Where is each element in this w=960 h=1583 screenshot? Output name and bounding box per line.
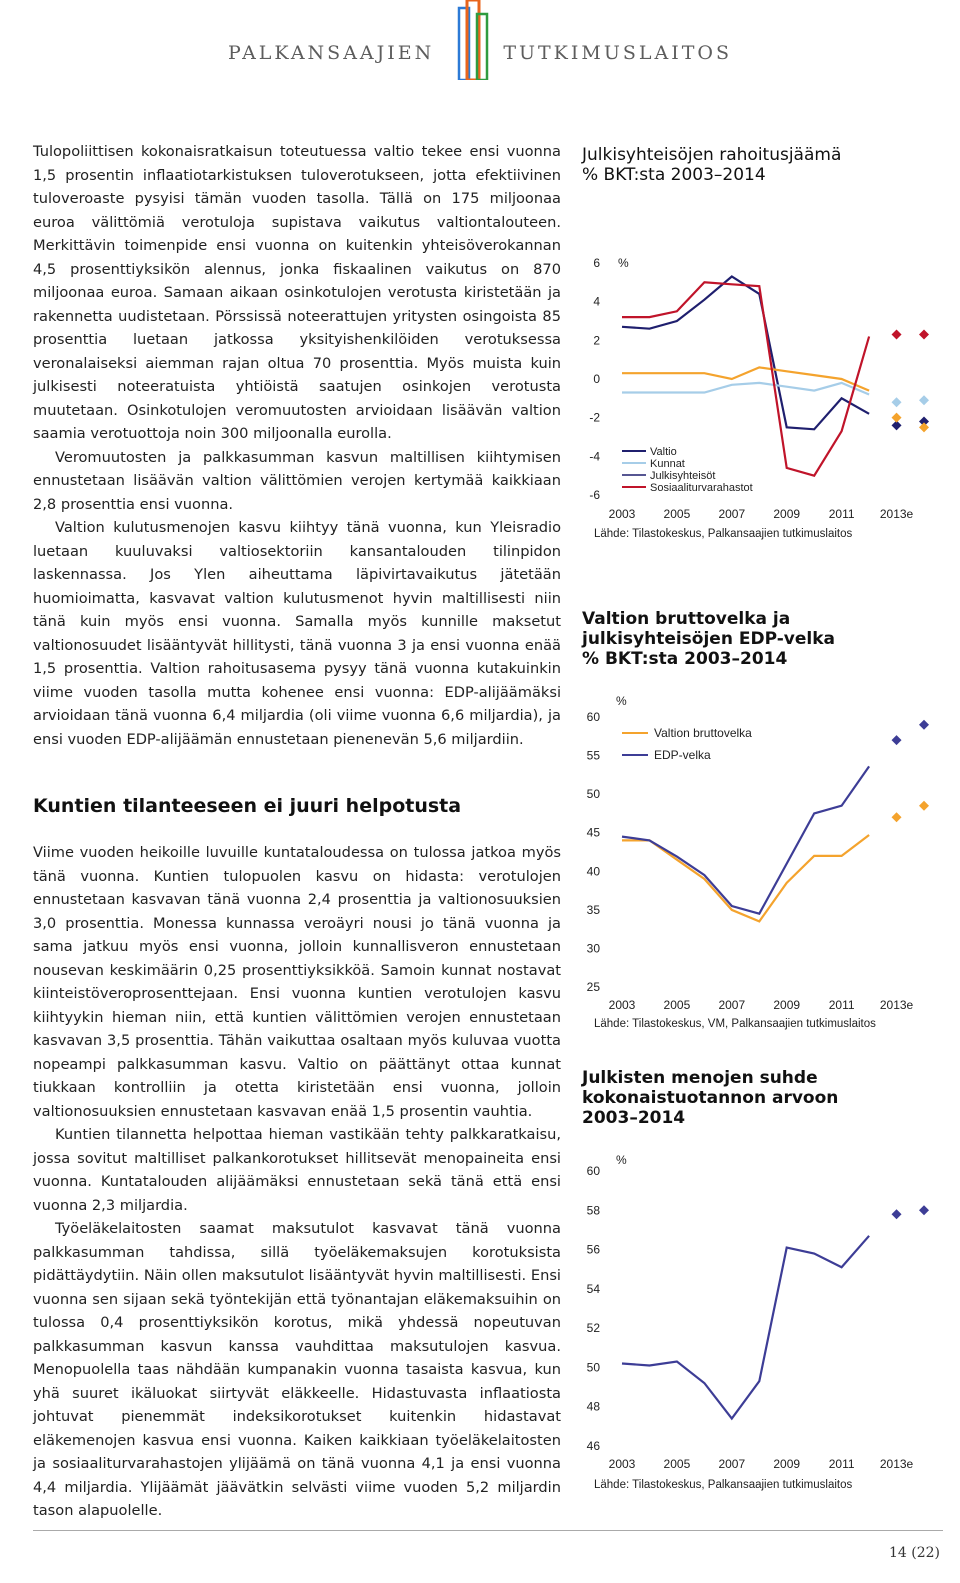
forecast-point [919,1205,929,1215]
y-tick-label: 50 [586,787,600,802]
y-tick-label: 56 [586,1242,600,1257]
unit-label: % [616,694,627,708]
forecast-point [892,735,902,745]
legend [622,726,752,762]
x-tick-label: 2011 [828,998,855,1012]
forecast-point [892,413,902,423]
x-tick-label: 2003 [608,1457,636,1471]
y-tick-label: -6 [589,488,600,502]
forecast-point [919,395,929,405]
x-tick-label: 2013e [879,507,914,521]
chart-source: Lähde: Tilastokeskus, Palkansaajien tutkimuslaitos [594,1479,853,1491]
paragraph: Veromuutosten ja palkkasumman kasvun maltillisen kiihtymisen ennustetaan lisäävän valtion välittömien verojen kertymää kaikkiaan 2,8 prosenttia ensi vuonna. [33,448,561,513]
x-tick-label: 2011 [828,507,855,521]
forecast-point [892,812,902,822]
paragraph: Valtion kulutusmenojen kasvu kiihtyy tänä vuonna, kun Yleisradio luetaan kuuluvaksi valtiosektoriin kansantalouden tilinpidon laskennassa. Jos Ylen aiheuttama läpivirtavaikutus jätetään huomioimatta, kasvavat valtion kulutusmenot hyvin maltillisesti niin tänä kuin myös ensi vuonna. Samalla myös kunnille maksetut valtionosuudet lisääntyvät hillitysti, tänä vuonna 3 ja ensi vuonna enää 1,5 prosenttia. Valtion rahoitusasema pysyy tänä vuonna kutakuinkin viime vuoden tasolla mutta kohenee ensi vuonna: EDP-alijäämäksi arvioidaan tänä vuonna 6,4 miljardia (oli viime vuonna 6,6 miljardia), ja ensi vuoden EDP-alijäämän ennustetaan pienenevän 5,6 miljardiin. [33,519,561,748]
y-tick-label: 54 [586,1281,600,1296]
y-tick-label: -4 [589,449,600,464]
x-tick-label: 2005 [663,1457,691,1471]
x-tick-label: 2005 [663,998,691,1012]
page-number: 14 (22) [888,1545,940,1561]
series-line [622,766,869,913]
forecast-point [919,330,929,340]
forecast-point [892,1209,902,1219]
y-tick-label: 4 [593,294,600,309]
x-tick-label: 2011 [828,1457,855,1471]
paragraph: Kuntien tilannetta helpottaa hieman vastikään tehty palkkaratkaisu, jossa sovitut maltilliset palkankorotukset hillitsevät menopaineita ensi vuonna. Kuntatalouden alijäämäksi ennustetaan sekä tänä että ensi vuonna 2,3 miljardia. [33,1126,561,1214]
article-body [33,140,561,1523]
legend-label: Valtion bruttovelka [654,726,752,740]
chart-plot [582,193,942,593]
institute-logo [457,0,497,80]
legend-label: Julkisyhteisöt [650,470,716,482]
x-tick-label: 2013e [879,1457,914,1471]
footer-rule [33,1530,943,1531]
y-tick-label: 40 [586,864,600,879]
y-tick-label: 45 [586,825,600,840]
paragraph: Työeläkelaitosten saamat maksutulot kasvavat tänä vuonna palkkasumman tahdissa, sillä työeläkemaksujen korotuksista pidättäydytiin. Näin ollen maksutulot lisääntyvät hyvin maltillisesti. Ensi vuonna sen sijaan sekä työntekijän että työnantajan eläkemaksuihin on tulossa 0,4 prosenttiyksikön korotus, mikä yhdessä nopeutuvan palkkasumman kasvun kanssa vauhdittaa maksutulojen kasvua. Menopuolella taas nähdään kumpanakin vuonna tasaista kasvua, kun yhä suuret ikäluokat siirtyvät eläkkeelle. Hidastuvasta inflaatiosta johtuvat pienemmät indeksikorotukset kuitenkin hidastavat eläkemenojen kasvua ensi vuonna. Kaiken kaikkiaan työeläkelaitosten ja sosiaaliturvarahastojen ylijäämä on tänä vuonna 4,1 ja ensi vuonna 4,4 miljardia. Ylijäämät jäävätkin selvästi viime vuoden 5,2 miljardin tason alapuolelle. [33,1220,561,1519]
y-tick-label: 58 [586,1203,600,1218]
page-header [0,0,960,80]
legend-label: Kunnat [650,458,685,470]
header-org-right: TUTKIMUSLAITOS [503,42,732,64]
x-tick-label: 2013e [879,998,914,1012]
chart-fiscal-balance [582,145,942,540]
y-tick-label: 25 [586,980,600,994]
y-tick-label: 35 [586,902,600,917]
y-tick-label: 50 [586,1360,600,1375]
forecast-point [919,720,929,730]
x-tick-label: 2005 [663,507,691,521]
unit-label: % [618,256,629,270]
legend-label: Sosiaaliturvarahastot [650,482,753,494]
series-line [622,277,869,430]
y-tick-label: 6 [593,256,600,270]
x-tick-label: 2009 [773,1457,801,1471]
y-tick-label: 2 [593,333,600,348]
chart-title [582,145,942,185]
chart-debt [582,609,942,1030]
chart-public-expenditure [582,1068,942,1491]
chart-title [582,1068,942,1128]
section-heading: Kuntien tilanteeseen ei juuri helpotusta [33,795,462,817]
chart-title-line: % BKT:sta 2003–2014 [582,165,766,185]
y-tick-label: 30 [586,941,600,956]
x-tick-label: 2007 [718,998,746,1012]
forecast-point [892,397,902,407]
y-tick-label: 48 [586,1399,600,1414]
paragraph: Tulopoliittisen kokonaisratkaisun toteutuessa valtio tekee ensi vuonna 1,5 prosentin inflaatiotarkistuksen tuloverotukseen, jotta efektiivinen tuloveroaste pysyisi tämän vuoden tasolla. Tällä on 175 miljoonaa euroa välittömiä verotuloja supistava vaikutus valtiontalouteen. Merkittävin toimenpide ensi vuonna on kuitenkin yhteisöverokannan 4,5 prosenttiyksikön alennus, jonka fiskaalinen vaikutus on 870 miljoonaa euroa. Samaan aikaan osinkotulojen verotusta kiristetään ja rakennetta uudistetaan. Pörssissä noteerattujen yritysten osingoista 85 prosenttia luetaan jatkossa yksityishenkilöiden verotuksessa veronalaiseksi aiemman rajan oltua 70 prosenttia. Myös muista kuin julkisesti noteeratuista yhtiöistä saatujen osinkojen verotusta muutetaan. Osinkotulojen veromuutosten arvioidaan lisäävän valtion saamia verotuottoja noin 300 miljoonalla eurolla. [33,143,561,442]
x-tick-label: 2009 [773,507,801,521]
y-tick-label: -2 [589,410,600,425]
series-line [622,835,869,921]
x-tick-label: 2007 [718,507,746,521]
forecast-point [919,422,929,432]
header-title [0,42,960,64]
forecast-point [892,330,902,340]
legend [622,446,753,494]
chart-title-line: kokonaistuotannon arvoon [582,1088,839,1108]
x-tick-label: 2007 [718,1457,746,1471]
chart-source: Lähde: Tilastokeskus, VM, Palkansaajien tutkimuslaitos [594,1018,876,1030]
chart-title-line: Valtion bruttovelka ja [582,609,791,629]
chart-plot [582,677,942,1097]
x-tick-label: 2003 [608,507,636,521]
x-tick-label: 2003 [608,998,636,1012]
chart-title-line: % BKT:sta 2003–2014 [582,649,788,669]
chart-title-line: Julkisyhteisöjen rahoitusjäämä [582,145,842,165]
chart-title-line: Julkisten menojen suhde [582,1068,818,1088]
series-line [622,383,869,395]
y-tick-label: 60 [586,1164,600,1178]
series-line [622,367,869,390]
y-tick-label: 52 [586,1321,600,1336]
chart-source: Lähde: Tilastokeskus, Palkansaajien tutkimuslaitos [594,528,853,540]
y-tick-label: 46 [586,1439,600,1453]
unit-label: % [616,1153,627,1167]
chart-title-line: 2003–2014 [582,1108,686,1128]
paragraph: Viime vuoden heikoille luvuille kuntataloudessa on tulossa jatkoa myös tänä vuonna. Kuntien tulopuolen kasvu on hidasta: verotulojen ennustetaan kasvavan tänä vuonna 2,4 prosenttia ja valtionosuuksien 3,0 prosenttia. Monessa kunnassa veroäyri nousi jo tänä vuonna ja sama jatkuu myös ensi vuonna, jolloin kunnallisveron ennustetaan nousevan keskimäärin 0,25 prosenttiyksikköä. Samoin kunnat nostavat kiinteistöveroprosenttejaan. Ensi vuonna kuntien verotulojen kasvu kiihtyykin hieman niin, että kuntien välittömien verojen ennustetaan kasvavan 3,5 prosenttia. Tähän vaikuttaa osaltaan myös kuluvaa vuotta nopeampi palkkasumman kasvu. Valtio on päättänyt ottaa kunnat tiukkaan kontrolliin ja otetta kiristetään ensi vuonna, jolloin valtionosuuksien ennustetaan kasvavan enää 1,5 prosentin vauhtia. [33,844,561,1120]
series-line [622,1236,869,1419]
forecast-point [919,801,929,811]
legend-label: Valtio [650,446,677,458]
legend-label: EDP-velka [654,748,711,762]
chart-title [582,609,942,669]
y-tick-label: 0 [593,372,600,386]
x-tick-label: 2009 [773,998,801,1012]
chart-title-line: julkisyhteisöjen EDP-velka [582,629,836,649]
chart-plot [582,1136,942,1556]
header-org-left: PALKANSAAJIEN [228,42,435,64]
y-tick-label: 60 [586,710,600,724]
y-tick-label: 55 [586,748,600,763]
